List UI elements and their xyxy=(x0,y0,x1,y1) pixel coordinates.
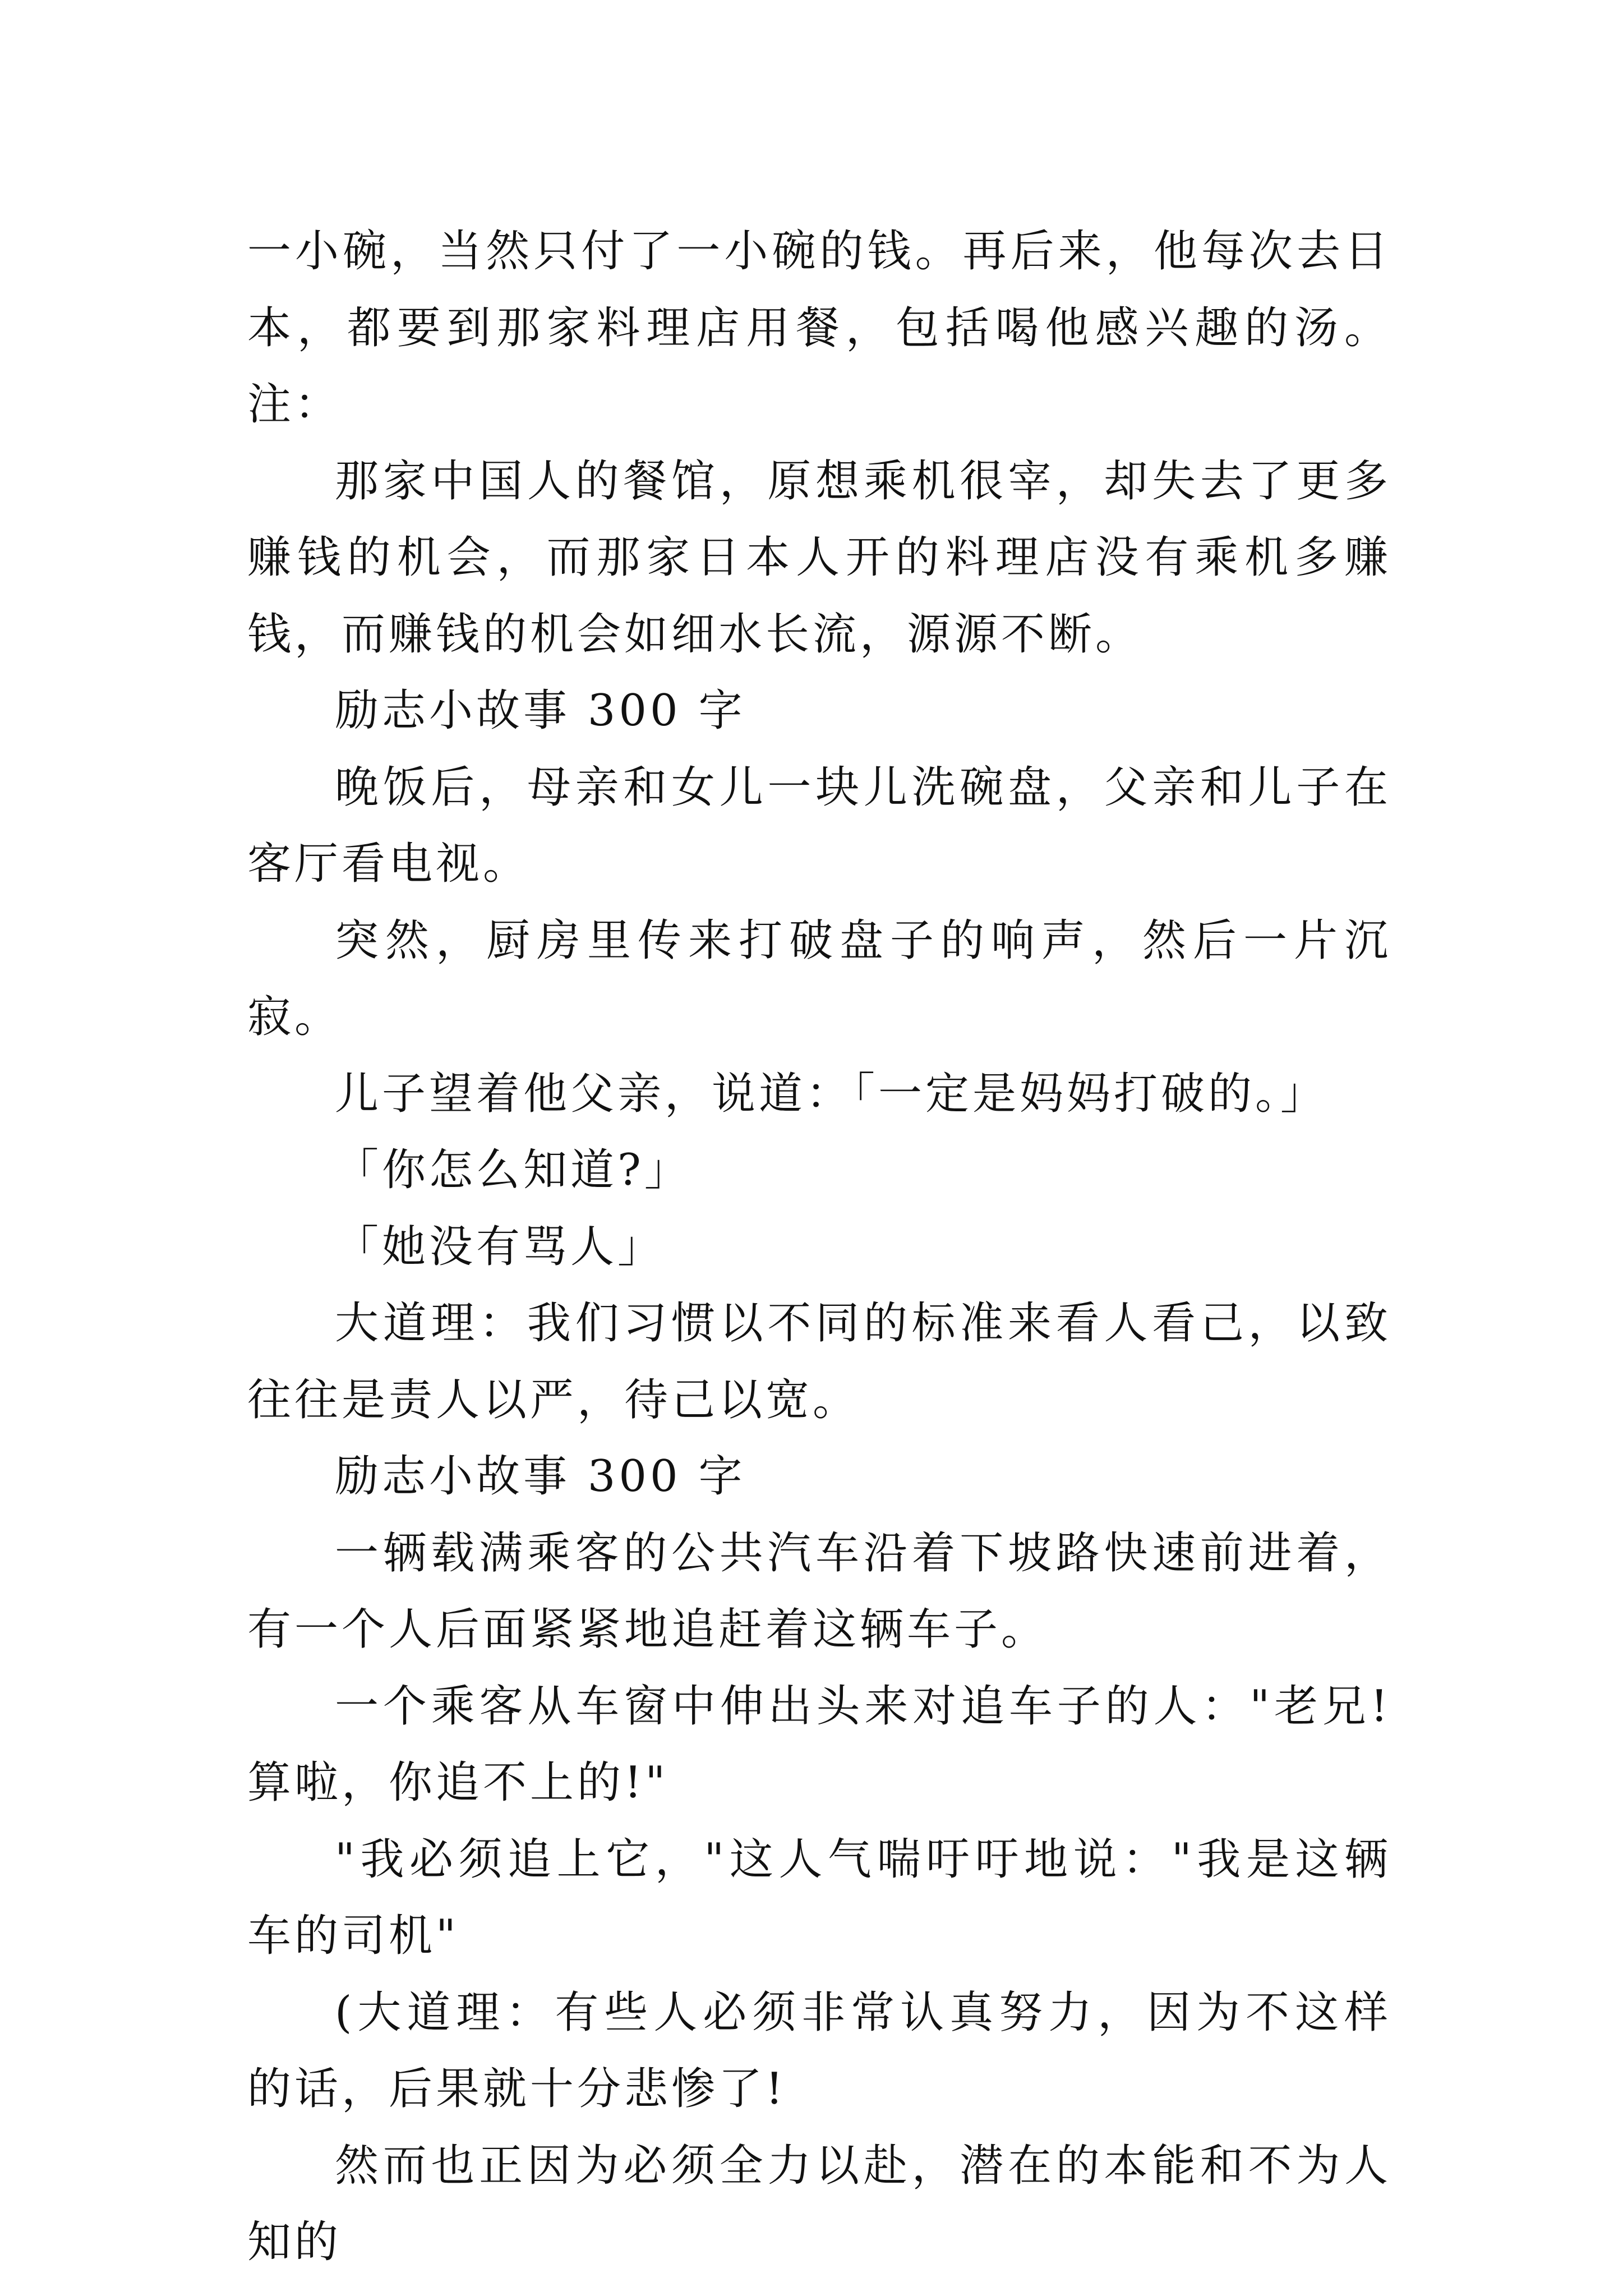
paragraph-1: 一小碗，当然只付了一小碗的钱。再后来，他每次去日本，都要到那家料理店用餐，包括喝他感兴趣的汤。注： xyxy=(247,226,1391,430)
paragraph-12: (大道理：有些人必须非常认真努力，因为不这样的话，后果就十分悲惨了! xyxy=(247,1987,1391,2114)
paragraph-5: 儿子望着他父亲，说道：「一定是妈妈打破的。」 xyxy=(335,1068,1328,1119)
paragraph-11: "我必须追上它，"这人气喘吁吁地说："我是这辆车的司机" xyxy=(247,1834,1391,1961)
paragraph-2: 那家中国人的餐馆，原想乘机很宰，却失去了更多赚钱的机会，而那家日本人开的料理店没有乘机多赚钱，而赚钱的机会如细水长流，源源不断。 xyxy=(247,455,1391,660)
paragraph-3: 晚饭后，母亲和女儿一块儿洗碗盘，父亲和儿子在客厅看电视。 xyxy=(247,762,1391,889)
paragraph-10: 一个乘客从车窗中伸出头来对追车子的人："老兄!算啦，你追不上的!" xyxy=(247,1681,1391,1808)
document-page xyxy=(247,213,1391,2281)
paragraph-9: 一辆载满乘客的公共汽车沿着下坡路快速前进着，有一个人后面紧紧地追赶着这辆车子。 xyxy=(247,1527,1391,1655)
paragraph-7: 「她没有骂人」 xyxy=(335,1221,665,1272)
section-heading-2: 励志小故事 300 字 xyxy=(335,1451,746,1502)
paragraph-4: 突然，厨房里传来打破盘子的响声，然后一片沉寂。 xyxy=(247,915,1391,1042)
paragraph-8: 大道理：我们习惯以不同的标准来看人看己，以致往往是责人以严，待己以宽。 xyxy=(247,1298,1391,1425)
section-heading-1: 励志小故事 300 字 xyxy=(335,685,746,736)
paragraph-6: 「你怎么知道?」 xyxy=(335,1145,691,1195)
paragraph-13: 然而也正因为必须全力以赴，潜在的本能和不为人知的 xyxy=(247,2140,1391,2267)
